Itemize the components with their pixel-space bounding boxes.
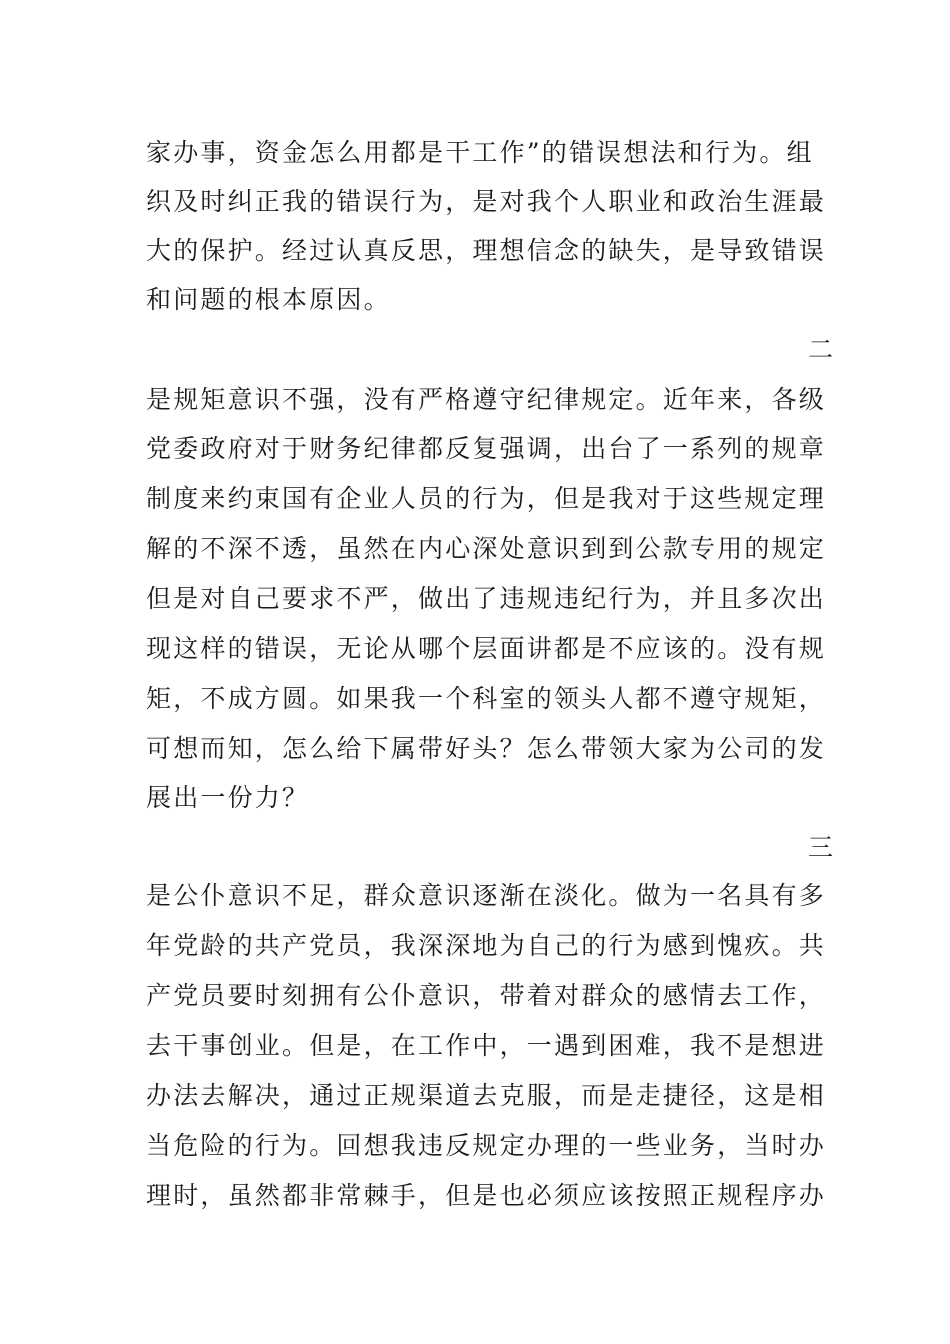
paragraph-line: 解的不深不透，虽然在内心深处意识到到公款专用的规定 [146, 534, 827, 563]
paragraph-line: 办法去解决，通过正规渠道去克服，而是走捷径，这是相 [146, 1081, 827, 1110]
paragraph-line: 矩，不成方圆。如果我一个科室的领头人都不遵守规矩， [146, 684, 827, 713]
paragraph-line: 家办事，资金怎么用都是干工作”的错误想法和行为。组 [146, 138, 814, 167]
paragraph-line: 展出一份力？ [146, 783, 310, 812]
paragraph-line: 织及时纠正我的错误行为，是对我个人职业和政治生涯最 [146, 187, 827, 216]
paragraph-line: 年党龄的共产党员，我深深地为自己的行为感到愧疚。共 [146, 931, 827, 960]
paragraph-line: 但是对自己要求不严，做出了违规违纪行为，并且多次出 [146, 584, 827, 613]
paragraph-line: 去干事创业。但是，在工作中，一遇到困难，我不是想进 [146, 1031, 827, 1060]
section-marker-3: 三 [808, 833, 834, 862]
paragraph-line: 产党员要时刻拥有公仆意识，带着对群众的感情去工作， [146, 981, 827, 1010]
paragraph-line: 大的保护。经过认真反思，理想信念的缺失，是导致错误 [146, 236, 827, 265]
section-marker-2: 二 [808, 335, 834, 364]
paragraph-line: 和问题的根本原因。 [146, 285, 391, 314]
paragraph-line: 理时，虽然都非常棘手，但是也必须应该按照正规程序办 [146, 1181, 827, 1210]
paragraph-line: 制度来约束国有企业人员的行为，但是我对于这些规定理 [146, 484, 827, 513]
paragraph-line: 现这样的错误，无论从哪个层面讲都是不应该的。没有规 [146, 634, 827, 663]
paragraph-line: 当危险的行为。回想我违反规定办理的一些业务，当时办 [146, 1131, 827, 1160]
paragraph-line: 是规矩意识不强，没有严格遵守纪律规定。近年来，各级 [146, 385, 827, 414]
paragraph-line: 党委政府对于财务纪律都反复强调，出台了一系列的规章 [146, 434, 827, 463]
paragraph-line: 是公仆意识不足，群众意识逐渐在淡化。做为一名具有多 [146, 881, 827, 910]
paragraph-line: 可想而知，怎么给下属带好头？怎么带领大家为公司的发 [146, 734, 827, 763]
